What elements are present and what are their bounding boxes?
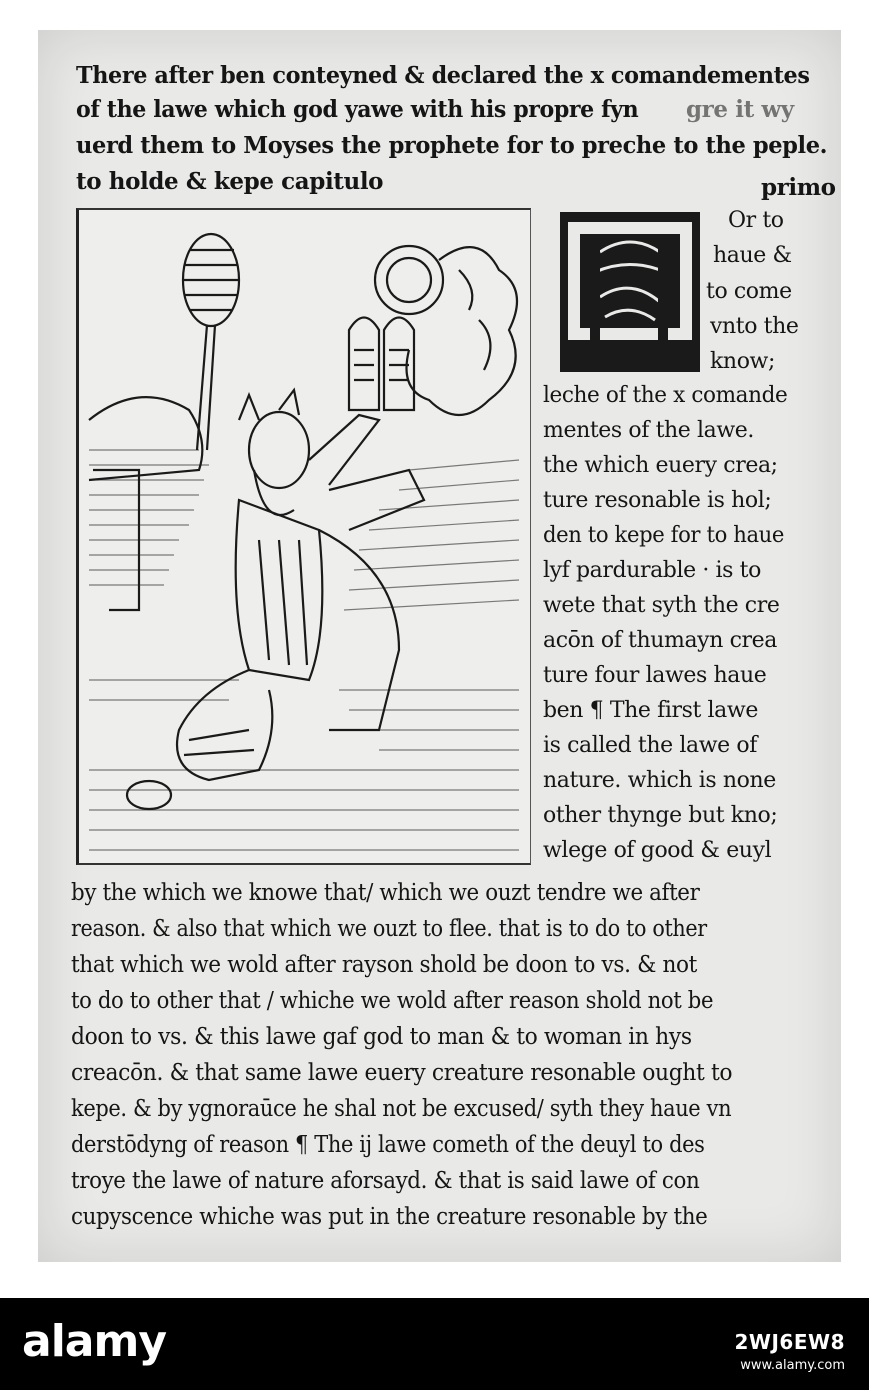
body-line: derstōdyng of reason ¶ The ij lawe cometh of the deuyl to des bbox=[71, 1132, 705, 1158]
column-line: vnto the bbox=[710, 314, 799, 339]
column-line: wete that syth the cre bbox=[543, 593, 780, 618]
stock-brand-logo: alamy bbox=[22, 1316, 166, 1367]
column-line: leche of the x comande bbox=[543, 383, 788, 408]
woodcut-illustration bbox=[79, 210, 528, 861]
body-line: that which we wold after rayson shold be doon to vs. & not bbox=[71, 952, 697, 978]
body-line: doon to vs. & this lawe gaf god to man & to woman in hys bbox=[71, 1024, 692, 1050]
heading-bleed-text: gre it wy bbox=[686, 96, 794, 123]
column-line: lyf pardurable · is to bbox=[543, 558, 761, 583]
body-line: reason. & also that which we ouzt to flee. that is to do to other bbox=[71, 916, 707, 942]
column-line: to come bbox=[706, 279, 792, 304]
initial-ornament bbox=[560, 212, 700, 372]
heading-side-word: primo bbox=[761, 174, 836, 201]
woodcut-moses-receiving-tablets bbox=[76, 208, 531, 865]
column-line: den to kepe for to haue bbox=[543, 523, 785, 548]
body-line: troye the lawe of nature aforsayd. & that is said lawe of con bbox=[71, 1168, 700, 1194]
stock-image-id: 2WJ6EW8 bbox=[734, 1330, 845, 1354]
column-line: mentes of the lawe. bbox=[543, 418, 754, 443]
stock-image-meta bbox=[735, 1328, 845, 1376]
body-line: by the which we knowe that/ which we ouzt tendre we after bbox=[71, 880, 700, 906]
body-line: creacōn. & that same lawe euery creature resonable ought to bbox=[71, 1060, 733, 1086]
printed-page bbox=[38, 30, 841, 1262]
body-line: kepe. & by ygnoraūce he shal not be excused/ syth they haue vn bbox=[71, 1096, 732, 1122]
column-line: haue & bbox=[713, 243, 792, 268]
column-line: the which euery crea; bbox=[543, 453, 778, 478]
body-line: cupyscence whiche was put in the creature resonable by the bbox=[71, 1204, 708, 1230]
column-line: is called the lawe of bbox=[543, 733, 757, 758]
column-line: ben ¶ The first lawe bbox=[543, 698, 758, 723]
column-line: ture four lawes haue bbox=[543, 663, 767, 688]
column-line: wlege of good & euyl bbox=[543, 838, 772, 863]
heading-line: uerd them to Moyses the prophete for to preche to the peple. bbox=[76, 132, 828, 159]
heading-line: of the lawe which god yawe with his propre fyn bbox=[76, 96, 639, 123]
stock-watermark-bar bbox=[0, 1298, 869, 1390]
column-line: nature. which is none bbox=[543, 768, 776, 793]
column-line: Or to bbox=[728, 208, 784, 233]
heading-line: to holde & kepe capitulo bbox=[76, 168, 384, 195]
column-line: other thynge but kno; bbox=[543, 803, 778, 828]
body-line: to do to other that / whiche we wold after reason shold not be bbox=[71, 988, 714, 1014]
decorated-initial-letter bbox=[560, 212, 700, 372]
heading-line: There after ben conteyned & declared the x comandementes bbox=[76, 62, 810, 89]
column-line: ture resonable is hol; bbox=[543, 488, 772, 513]
column-line: acōn of thumayn crea bbox=[543, 628, 777, 653]
column-line: know; bbox=[710, 349, 775, 374]
stock-url: www.alamy.com bbox=[740, 1358, 845, 1373]
